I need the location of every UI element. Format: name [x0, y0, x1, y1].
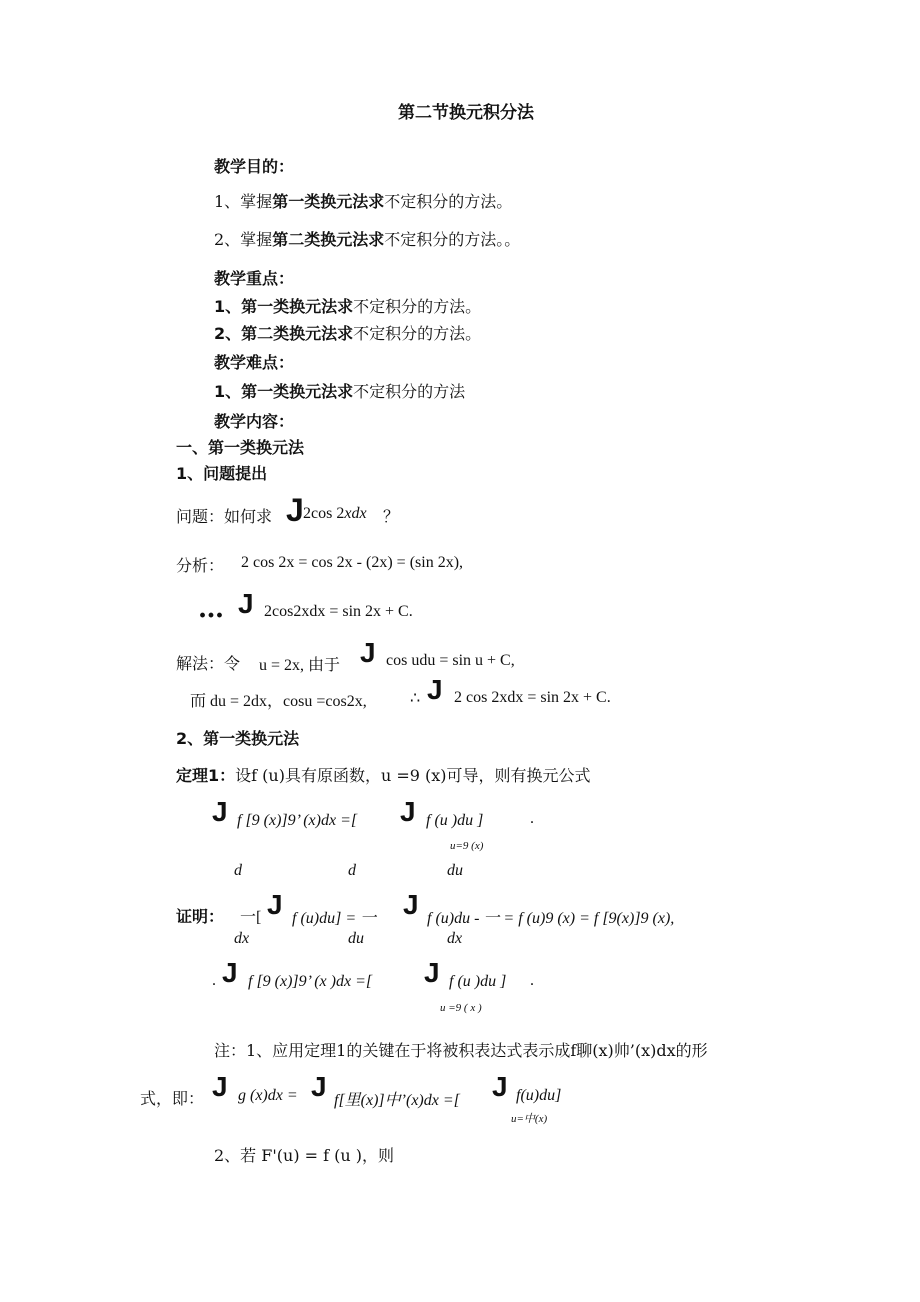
content-heading: 教学内容： [214, 412, 295, 431]
theorem-dot: . [530, 810, 534, 827]
proof-du-top: du [447, 862, 463, 879]
note-g-expr: g (x)dx = [238, 1087, 298, 1104]
note-mid-expr: f[里(x)]中’(x)dx =[ [334, 1092, 460, 1109]
solution-label: 解法：令 [176, 654, 241, 673]
analysis-expression: 2 cos 2x = cos 2x - (2x) = (sin 2x), [241, 554, 464, 571]
integral-sign-icon: J [238, 588, 254, 619]
difficulty-1-bold: 1、第一类换元法求 [214, 382, 354, 401]
difficulty-1 [214, 379, 465, 402]
proof-du-2: du [348, 930, 364, 947]
question-expr-x: x [344, 505, 352, 522]
difficulties-heading: 教学难点： [214, 353, 295, 372]
goal-item-1 [214, 189, 512, 212]
proof-label: 证明： [176, 907, 225, 926]
subsection-1-heading: 1、问题提出 [176, 464, 268, 483]
proof-result-rhs: f (u )du ] [449, 973, 507, 990]
section-1-heading: 一、第一类换元法 [176, 438, 305, 457]
goal-item-1-bold: 第一类换元法求 [272, 192, 385, 211]
proof-d-1: d [234, 862, 242, 879]
proof-dx-2: dx [447, 930, 463, 947]
goal-item-1-pre: 1、掌握 [214, 192, 273, 211]
theorem-label: 定理1： [176, 766, 236, 785]
integral-sign-icon: J [222, 957, 238, 988]
goal-item-1-post: 不定积分的方法。 [384, 192, 513, 211]
goal-item-2 [214, 227, 520, 250]
key-points-heading: 教学重点： [214, 269, 295, 288]
difficulty-1-post: 不定积分的方法 [353, 382, 466, 401]
solution-expr-1: u = 2x, 由于 [259, 657, 341, 674]
proof-part-a: 一[ [240, 909, 262, 926]
key-point-1 [214, 294, 481, 317]
integral-sign-icon: J [360, 637, 376, 668]
key-point-1-bold: 1、第一类换元法求 [214, 297, 354, 316]
question-expr-dx: dx [351, 505, 367, 522]
theorem-line [176, 763, 591, 786]
integral-sign-icon: J [492, 1071, 508, 1102]
note-rhs-expr: f(u)du] [516, 1087, 562, 1104]
key-point-2-post: 不定积分的方法。 [353, 324, 482, 343]
question-expression [303, 505, 367, 523]
proof-part-c: f (u)du - 一 = f (u)9 (x) = f [9(x)]9 (x), [427, 910, 675, 927]
goal-item-2-post: 不定积分的方法。。 [384, 230, 521, 249]
note-line-3: 2、若 F'(u) = f (u )，则 [214, 1146, 395, 1165]
key-point-1-post: 不定积分的方法。 [353, 297, 482, 316]
ellipsis-dots: … [198, 594, 224, 624]
integral-sign-icon: J [403, 889, 419, 920]
theorem-text: 设f (u)具有原函数，u =9 (x)可导，则有换元公式 [235, 766, 591, 785]
theorem-lhs: f [9 (x)]9’ (x)dx =[ [237, 812, 358, 829]
solution-line-2b: 2 cos 2xdx = sin 2x + C. [454, 689, 611, 706]
note-line-2-label: 式，即： [140, 1089, 205, 1108]
integral-sign-icon: J [424, 957, 440, 988]
integral-sign-icon: J [400, 796, 416, 827]
question-mark: ？ [383, 507, 400, 526]
page-title: 第二节换元积分法 [398, 103, 534, 123]
integral-sign-icon: J [212, 1071, 228, 1102]
proof-result-lhs: f [9 (x)]9’ (x )dx =[ [248, 973, 373, 990]
analysis-label: 分析： [176, 556, 225, 575]
goal-item-2-pre: 2、掌握 [214, 230, 273, 249]
proof-part-b: f (u)du] = 一 [292, 910, 377, 927]
integral-sign-icon: J [212, 796, 228, 827]
proof-lead-dot: . [212, 972, 216, 989]
question-label: 问题：如何求 [176, 507, 273, 526]
key-point-2-bold: 2、第二类换元法求 [214, 324, 354, 343]
solution-line-2a: 而 du = 2dx，cosu =cos2x, [190, 693, 367, 710]
key-point-2 [214, 321, 481, 344]
note-line-1: 注：1、应用定理1的关键在于将被积表达式表示成f聊(x)帅’(x)dx的形 [214, 1041, 708, 1060]
integral-sign-icon: J [427, 674, 443, 705]
question-expr-main: 2cos 2 [303, 505, 345, 522]
goal-item-2-bold: 第二类换元法求 [272, 230, 385, 249]
goals-heading: 教学目的： [214, 157, 295, 176]
analysis-result: 2cos2xdx = sin 2x + C. [264, 603, 413, 620]
subsection-2-heading: 2、第一类换元法 [176, 729, 300, 748]
proof-dx-1: dx [234, 930, 250, 947]
solution-expr-2: cos udu = sin u + C, [386, 652, 515, 669]
proof-subscript: u =9 ( x ) [440, 1002, 482, 1014]
integral-sign-icon: J [286, 492, 304, 528]
theorem-rhs: f (u )du ] [426, 812, 484, 829]
note-subscript: u=中(x) [511, 1113, 548, 1125]
integral-sign-icon: J [311, 1071, 327, 1102]
therefore-icon: ∴ [410, 690, 421, 707]
theorem-subscript: u=9 (x) [450, 840, 484, 852]
proof-end-dot: . [530, 972, 534, 989]
integral-sign-icon: J [267, 889, 283, 920]
proof-d-2: d [348, 862, 356, 879]
